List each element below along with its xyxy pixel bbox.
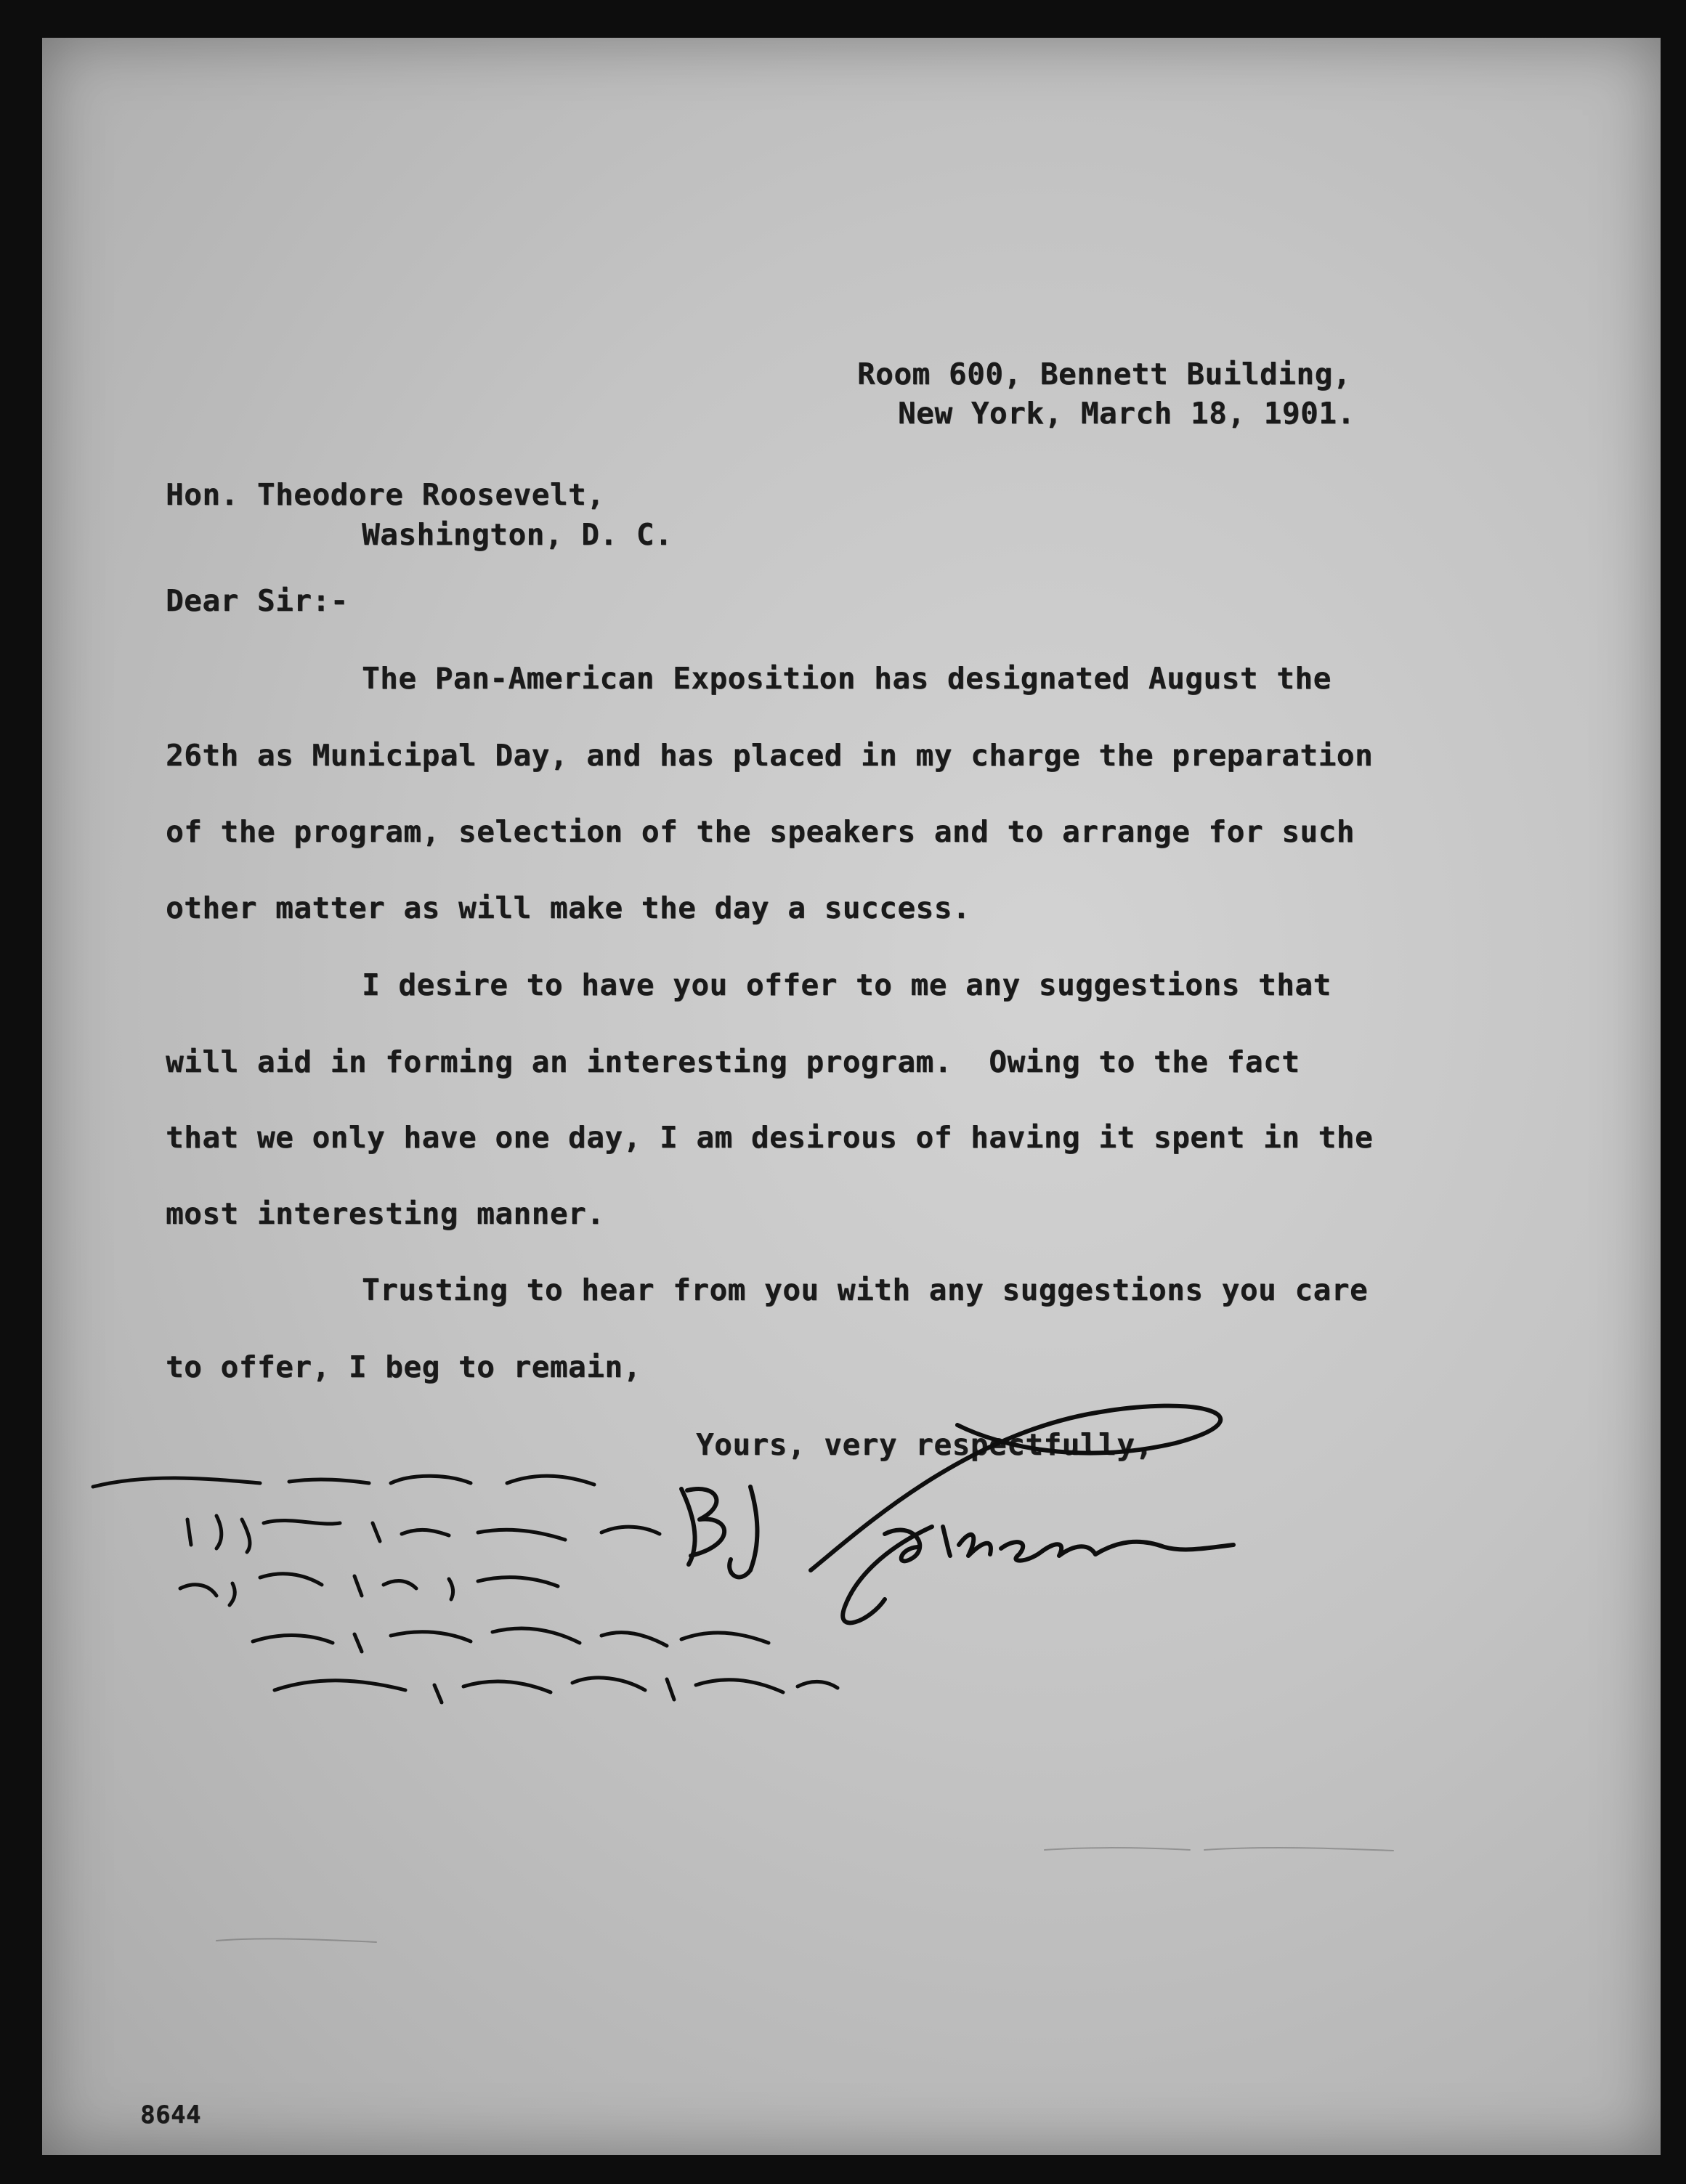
body-line: The Pan-American Exposition has designated August the bbox=[362, 661, 1332, 696]
recipient-location: Washington, D. C. bbox=[362, 517, 673, 552]
body-line: other matter as will make the day a success. bbox=[166, 890, 971, 925]
address-line: Room 600, Bennett Building, bbox=[857, 357, 1351, 391]
letter-page bbox=[42, 38, 1661, 2155]
recipient-name: Hon. Theodore Roosevelt, bbox=[166, 477, 605, 512]
date-line: New York, March 18, 1901. bbox=[898, 396, 1355, 431]
body-line: most interesting manner. bbox=[166, 1196, 605, 1231]
body-line: that we only have one day, I am desirous of having it spent in the bbox=[166, 1120, 1374, 1155]
body-line: 26th as Municipal Day, and has placed in my charge the preparation bbox=[166, 738, 1374, 773]
body-line: of the program, selection of the speakers and to arrange for such bbox=[166, 814, 1355, 849]
body-line: will aid in forming an interesting program. Owing to the fact bbox=[166, 1044, 1300, 1079]
body-line: Trusting to hear from you with any suggestions you care bbox=[362, 1272, 1369, 1307]
body-line: to offer, I beg to remain, bbox=[166, 1349, 641, 1384]
closing: Yours, very respectfully, bbox=[696, 1427, 1154, 1462]
body-line: I desire to have you offer to me any suggestions that bbox=[362, 967, 1332, 1002]
shorthand-notes bbox=[93, 1476, 838, 1702]
handwriting-overlay bbox=[42, 38, 1661, 2155]
document-number: 8644 bbox=[140, 2100, 201, 2130]
salutation: Dear Sir:- bbox=[166, 583, 349, 618]
